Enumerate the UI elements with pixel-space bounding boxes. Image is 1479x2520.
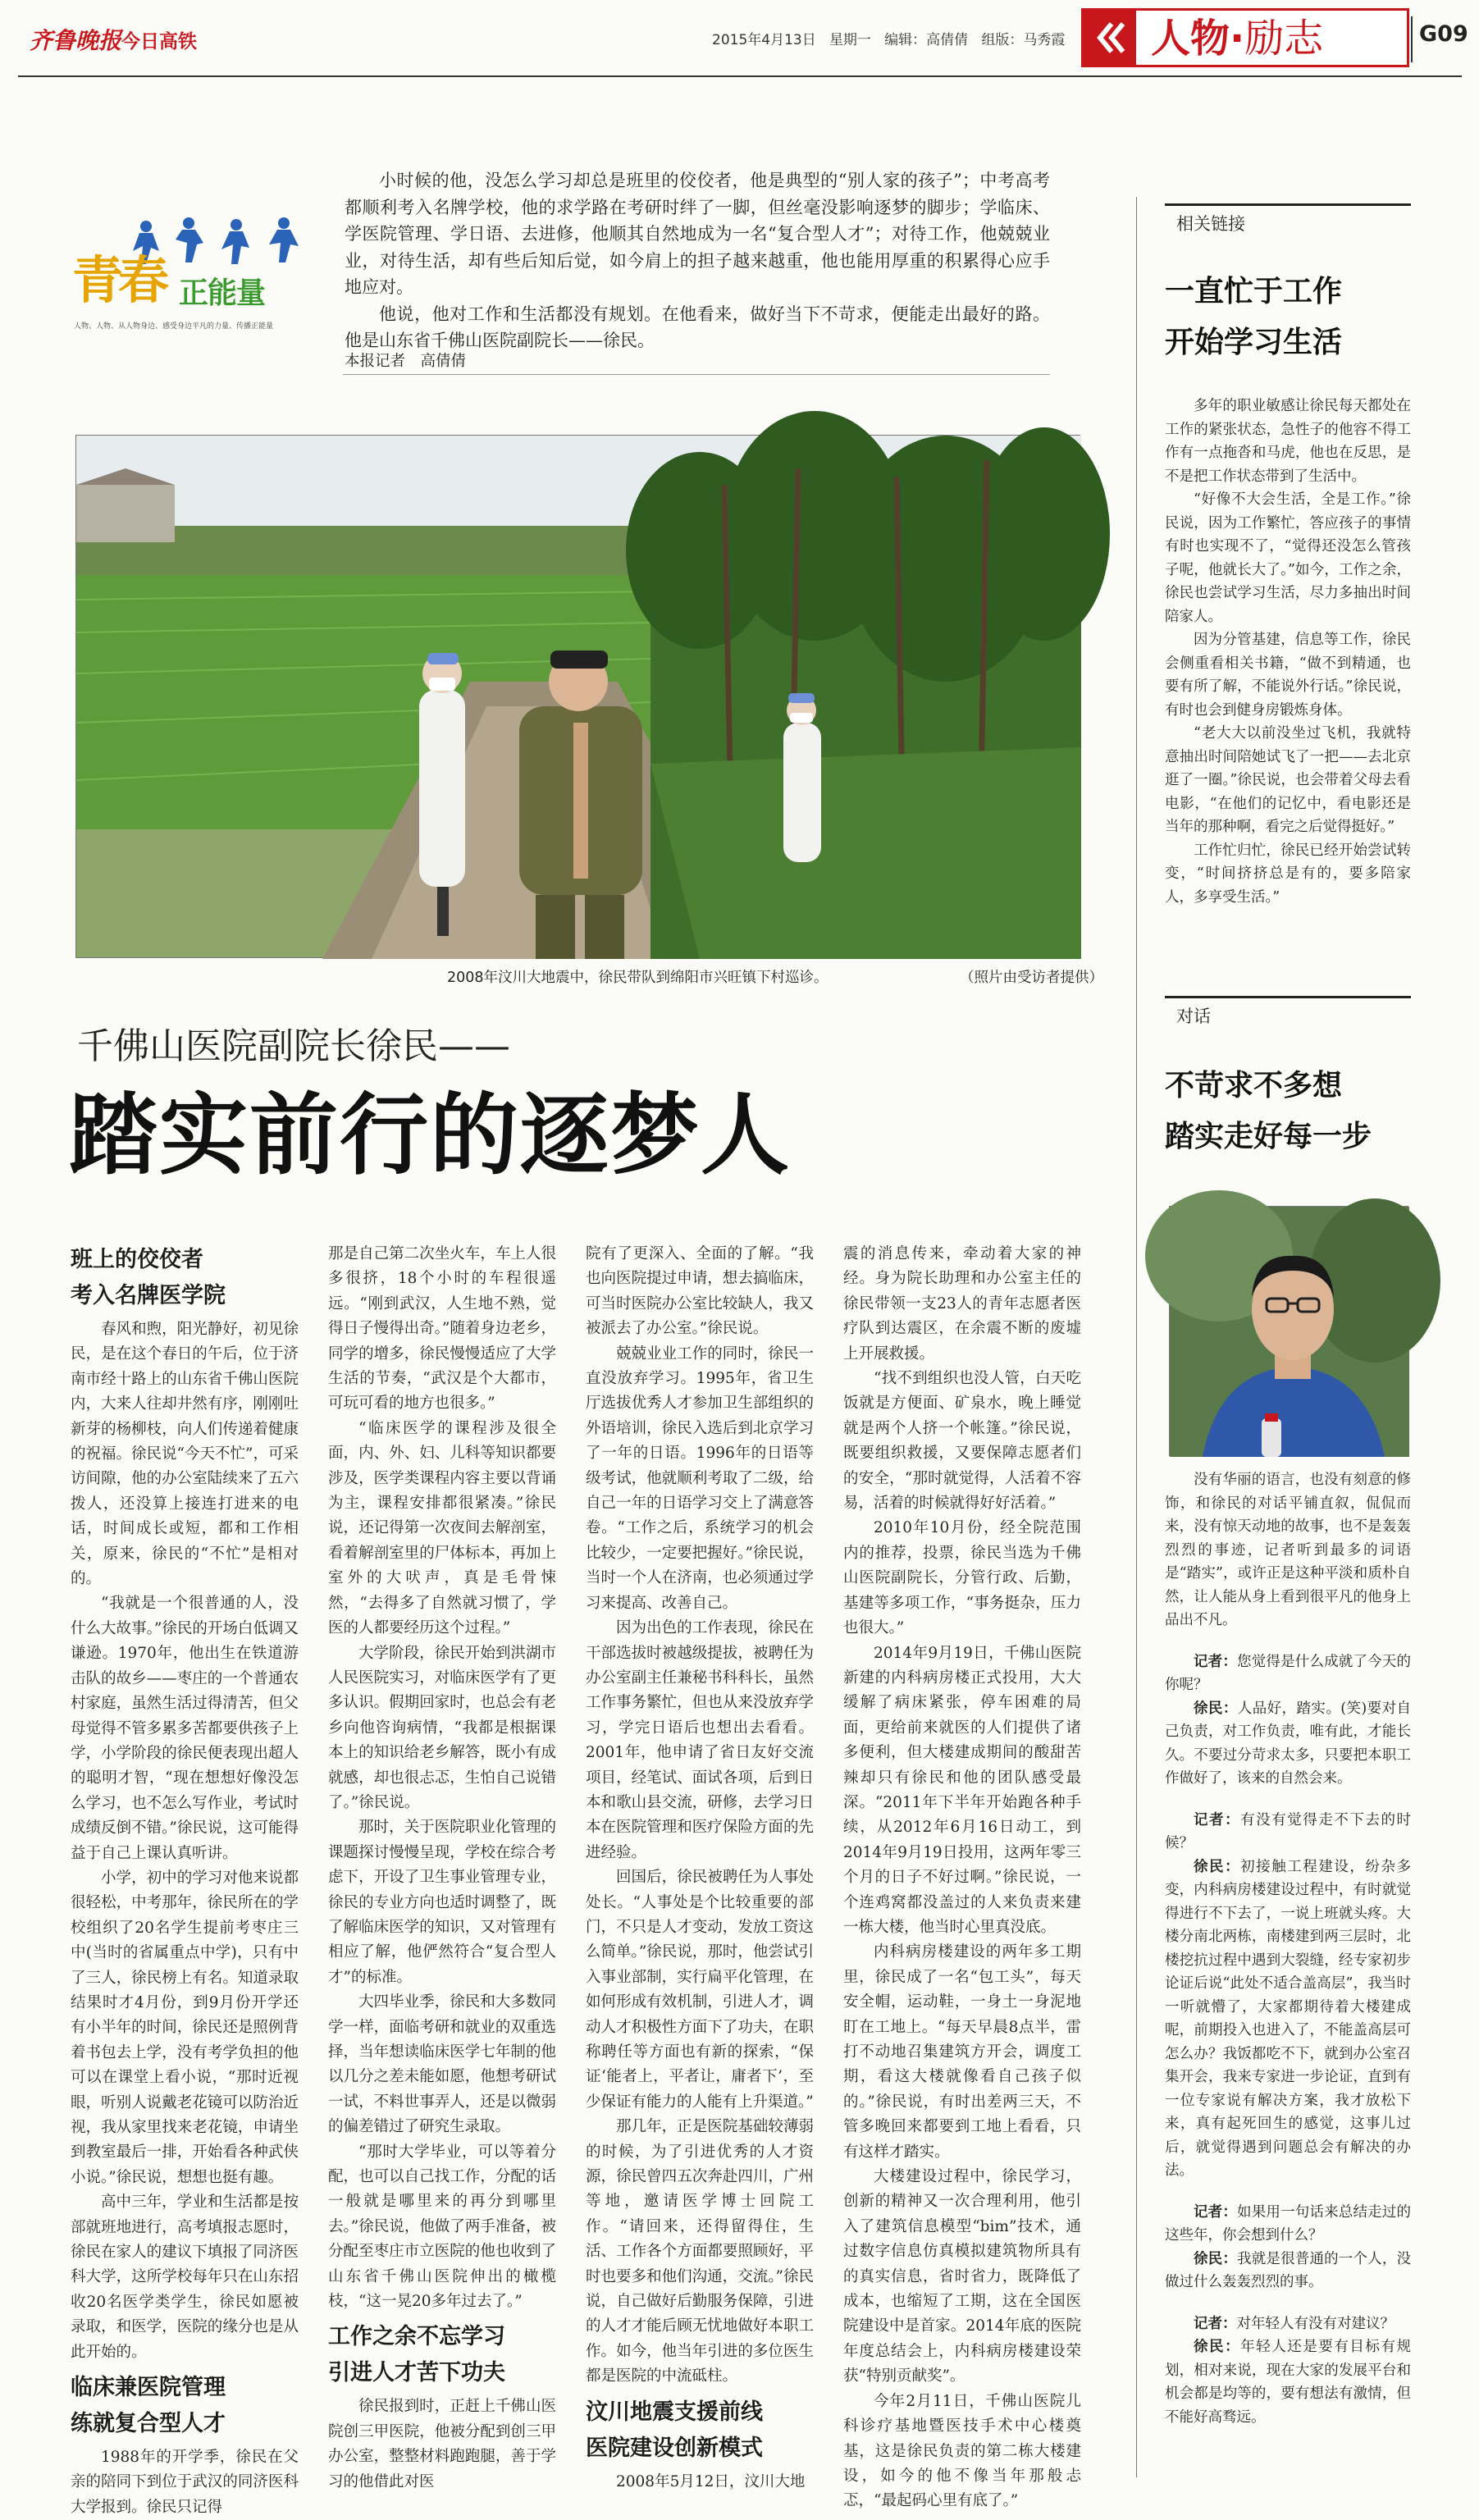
answer-text: 年轻人还是要有目标有规划，相对来说，现在大家的发展平台和机会都是均等的，要有想法有激情，但不能好高骛远。 xyxy=(1165,2339,1412,2426)
column-main: 人物 xyxy=(1151,16,1230,62)
paragraph: 内科病房楼建设的两年多工期里，徐民成了一名“包工头”，每天安全帽，运动鞋，一身土一身泥地盯在工地上。“每天早晨8点半，雷打不动地召集建筑方开会，调度工期，看这大楼就像看自己孩子似的。”徐民说，有时出差两三天，不管多晚回来都要到工地上看看，只有这样才踏实。 xyxy=(843,1943,1081,2161)
question xyxy=(1165,1809,1411,1856)
article-col-2 xyxy=(328,1242,556,2489)
masthead-divider xyxy=(1411,16,1413,62)
question-label: 记者： xyxy=(1194,2315,1237,2332)
answer-text: 我就是很普通的一个人，没做过什么轰轰烈烈的事。 xyxy=(1165,2250,1412,2290)
issue-weekday: 星期一 xyxy=(829,32,871,48)
paragraph: 大楼建设过程中，徐民学习，创新的精神又一次合理利用，他引入了建筑信息模型“bim”技术，通过数字信息仿真模拟建筑物所具有的真实信息，省时省力，既降低了成本，也缩短了工期，这在全国医院建设中是首家。2014年底的医院年度总结会上，内科病房楼建设荣获“特别贡献奖”。 xyxy=(843,2168,1081,2385)
sidebar-title-1-line1: 一直忙于工作 xyxy=(1165,275,1343,308)
headline-title: 踏实前行的逐梦人 xyxy=(69,1084,792,1187)
question-text: 有没有觉得走不下去的时候？ xyxy=(1165,1811,1412,1851)
youth-energy-logo xyxy=(72,215,335,346)
answer xyxy=(1165,1856,1411,2183)
column-title xyxy=(1151,16,1323,62)
paragraph: 2008年5月12日，汶川大地 xyxy=(616,2472,806,2490)
sidebar xyxy=(1165,203,1411,909)
sidebar-title-2-line2: 踏实走好每一步 xyxy=(1165,1120,1372,1153)
sidebar-tag-dialogue xyxy=(1165,996,1411,1028)
intro xyxy=(345,167,1050,354)
subhead: 班上的佼佼者 xyxy=(71,1247,203,1272)
paragraph: “老大大以前没坐过飞机，我就特意抽出时间陪她试飞了一把——去北京逛了一圈。”徐民说，也会带着父母去看电影，“在他们的记忆中，看电影还是当年的那种啊，看完之后觉得挺好。” xyxy=(1165,725,1411,835)
headline-kicker: 千佛山医院副院长徐民—— xyxy=(77,1025,510,1067)
paragraph: 院有了更深入、全面的了解。“我也向医院提过申请，想去搞临床，可当时医院办公室比较缺人，我又被派去了办公室。”徐民说。 xyxy=(586,1245,814,1338)
subhead: 工作之余不忘学习 xyxy=(328,2324,505,2350)
paragraph: 因为分管基建，信息等工作，徐民会侧重看相关书籍，“做不到精通，也要有所了解，不能说外行话。”徐民说，有时也会到健身房锻炼身体。 xyxy=(1165,632,1411,719)
answer-label: 徐民： xyxy=(1194,1700,1238,1717)
paragraph: “找不到组织也没人管，白天吃饭就是方便面、矿泉水，晚上睡觉就是两个人挤一个帐篷。”徐民说，既要组织救援，又要保障志愿者们的安全，“那时就觉得，人活着不容易，活着的时候就得好好活着。” xyxy=(843,1370,1081,1513)
intro-text: 小时候的他，没怎么学习却总是班里的佼佼者，他是典型的“别人家的孩子”；中考高考都顺利考入名牌学校，他的求学路在考研时绊了一脚，但丝毫没影响逐梦的脚步；学临床、学医院管理、学日语、去进修，他顺其自然地成为一名“复合型人才”；对待工作，他兢兢业业，对待生活，却有些后知后觉，如今肩上的担子越来越重，他也能用厚重的积累得心应手地应对。 xyxy=(345,171,1050,297)
sidebar-title-1-line2: 开始学习生活 xyxy=(1165,326,1343,359)
answer-label: 徐民： xyxy=(1194,2339,1241,2355)
news-photo xyxy=(75,435,1080,958)
article-col-3 xyxy=(586,1242,814,2489)
sidebar-dialogue xyxy=(1165,996,1411,1162)
issue-designer: 组版：马秀霞 xyxy=(981,32,1066,48)
paragraph: 震的消息传来，牵动着大家的神经。身为院长助理和办公室主任的徐民带领一支23人的青年志愿者医疗队到达震区，在余震不断的废墟上开展救援。 xyxy=(843,1245,1081,1363)
answer xyxy=(1165,2248,1411,2294)
portrait-photo xyxy=(1169,1206,1408,1456)
paragraph: 高中三年，学业和生活都是按部就班地进行，高考填报志愿时，徐民在家人的建议下填报了同济医科大学，这所学校每年只在山东招收20名医学类学生，徐民如愿被录取，和医学，医院的缘分也是从此开始的。 xyxy=(71,2194,299,2361)
paragraph: 2010年10月份，经全院范围内的推荐，投票，徐民当选为千佛山医院副院长，分管行政、后勤，基建等多项工作，“事务挺杂，压力也很大。” xyxy=(843,1519,1081,1637)
subhead: 汶川地震支援前线 xyxy=(586,2399,763,2425)
reporter-byline: 本报记者 高倩倩 xyxy=(345,353,467,370)
subhead: 考入名牌医学院 xyxy=(71,1283,226,1308)
dialogue-text xyxy=(1165,1468,1411,2486)
issue-info xyxy=(712,28,1065,48)
sidebar-tag-links xyxy=(1165,203,1411,235)
issue-editor: 编辑：高倩倩 xyxy=(884,32,969,48)
paragraph: 那是自己第二次坐火车，车上人很多很挤，18个小时的车程很遥远。“刚到武汉，人生地不熟，觉得日子慢得出奇。”随着身边老乡，同学的增多，徐民慢慢适应了大学生活的节奏，“武汉是个大都市，可玩可看的地方也很多。” xyxy=(328,1245,556,1413)
paragraph: 因为出色的工作表现，徐民在干部选拔时被越级提拔，被聘任为办公室副主任兼秘书科科长，虽然工作事务繁忙，但也从来没放弃学习，学完日语后也想出去看看。2001年，他申请了省日友好交流项目，经笔试、面试各项，后到日本和歌山县交流，研修，去学习日本在医院管理和医疗保险方面的先进经验。 xyxy=(586,1619,814,1861)
sidebar-tag-text: 对话 xyxy=(1176,1007,1211,1026)
answer xyxy=(1165,2335,1411,2429)
logo-tagline: 人物、人物、从人物身边、感受身边平凡的力量、传播正能量 xyxy=(74,322,274,331)
article-col-4 xyxy=(843,1242,1081,2510)
answer-label: 徐民： xyxy=(1194,1858,1241,1875)
question xyxy=(1165,2201,1411,2248)
paragraph: 1988年的开学季，徐民在父亲的陪同下到位于武汉的同济医科大学报到。徐民只记得 xyxy=(71,2449,299,2516)
subhead: 医院建设创新模式 xyxy=(586,2435,763,2461)
paragraph: 小学，初中的学习对他来说都很轻松，中考那年，徐民所在的学校组织了20名学生提前考枣庄三中(当时的省属重点中学)，只有中了三人，徐民榜上有名。知道录取结果时才4月份，到9月份开学还有小半年的时间，徐民还是照例背着书包去上学，没有考学负担的他可以在课堂上看小说，“那时近视眼，听别人说戴老花镜可以防治近视，我从家里找来老花镜，申请坐到教室最后一排，开始看各种武侠小说。”徐民说，想想也挺有趣。 xyxy=(71,1869,299,2186)
intro-text-2: 他说，他对工作和生活都没有规划。在他看来，做好当下不苛求，便能走出最好的路。他是山东省千佛山医院副院长——徐民。 xyxy=(345,304,1050,350)
sidebar-title-2 xyxy=(1165,1061,1411,1162)
paragraph: 今年2月11日，千佛山医院儿科诊疗基地暨医技手术中心楼奠基，这是徐民负责的第二栋大楼建设，如今的他不像当年那般忐忑，“最起码心里有底了。” xyxy=(843,2392,1081,2510)
subhead: 引进人才苦下功夫 xyxy=(328,2360,505,2386)
chevron-left-icon xyxy=(1084,11,1136,65)
question-text: 对年轻人有没有对建议？ xyxy=(1236,2315,1395,2332)
masthead-rule xyxy=(18,75,1462,77)
photo-caption: 2008年汶川大地震中，徐民带队到绵阳市兴旺镇下村巡诊。 xyxy=(447,970,829,986)
sidebar-title-2-line1: 不苛求不多想 xyxy=(1165,1069,1343,1102)
column-banner xyxy=(1081,8,1409,67)
answer-text: 人品好，踏实。(笑)要对自己负责，对工作负责，唯有此，才能长久。不要过分苛求太多，只要把本职工作做好了，该来的自然会来。 xyxy=(1165,1700,1412,1787)
subhead: 练就复合型人才 xyxy=(71,2411,226,2437)
question-text: 您觉得是什么成就了今天的你呢？ xyxy=(1165,1653,1412,1693)
question-label: 记者： xyxy=(1194,1653,1238,1670)
paragraph: 工作忙归忙，徐民已经开始尝试转变，“时间挤挤总是有的，要多陪家人，多享受生活。” xyxy=(1165,842,1411,906)
paragraph: “我就是一个很普通的人，没什么大故事。”徐民的开场白低调又谦逊。1970年，他出生在铁道游击队的故乡——枣庄的一个普通农村家庭，虽然生活过得清苦，但父母觉得不管多累多苦都要供孩子上学，小学阶段的徐民便表现出超人的聪明才智，“现在想想好像没怎么学习，也不怎么写作业，考试时成绩反倒不错。”徐民说，这可能得益于自己上课认真听讲。 xyxy=(71,1595,299,1862)
paragraph: 兢兢业业工作的同时，徐民一直没放弃学习。1995年，省卫生厅选拔优秀人才参加卫生部组织的外语培训，徐民入选后到北京学习了一年的日语。1996年的日语等级考试，他就顺利考取了二级，给自己一年的日语学习交上了满意答卷。“工作之后，系统学习的机会比较少，一定要把握好。”徐民说，当时一个人在济南，也必须通过学习来提高、改善自己。 xyxy=(586,1344,814,1612)
earthquake-patrol-photo xyxy=(76,436,1081,959)
paragraph: “临床医学的课程涉及很全面，内、外、妇、儿科等知识都要涉及，医学类课程内容主要以背诵为主，课程安排都很紧凑。”徐民说，还记得第一次夜间去解剖室，看着解剖室里的尸体标本，再加上室外的大吠声，真是毛骨悚然，“去得多了自然就习惯了，学医的人都要经历这个过程。” xyxy=(328,1419,556,1637)
intro-rule xyxy=(343,374,1050,375)
paragraph: 多年的职业敏感让徐民每天都处在工作的紧张状态，急性子的他容不得工作有一点拖沓和马虎，他也在反思，是不是把工作状态带到了生活中。 xyxy=(1165,398,1411,485)
logo-big-chars: 青春 xyxy=(72,250,165,310)
question-label: 记者： xyxy=(1194,1811,1241,1828)
paragraph: 那几年，正是医院基础较薄弱的时候，为了引进优秀的人才资源，徐民曾四五次奔赴四川，广州等地，邀请医学博士回院工作。“请回来，还得留得住，生活、工作各个方面都要照顾好，平时也要多和他们沟通，交流。”徐民说，自己做好后勤服务保障，引进的人才才能后顾无忧地做好本职工作。如今，他当年引进的多位医生都是医院的中流砥柱。 xyxy=(586,2118,814,2385)
dialogue-intro: 没有华丽的语言，也没有刻意的修饰，和徐民的对话平铺直叙，侃侃而来，没有惊天动地的故事，也不是轰轰烈烈的事迹，记者听到最多的词语是“踏实”，或许正是这种平淡和质朴自然，让人能从身上看到很平凡的他身上品出不凡。 xyxy=(1165,1472,1411,1628)
issue-date: 2015年4月13日 xyxy=(712,32,816,48)
page-number: G09 xyxy=(1419,21,1468,47)
paragraph: “好像不大会生活，全是工作。”徐民说，因为工作繁忙，答应孩子的事情有时也实现不了，“觉得还没怎么管孩子呢，他就长大了。”如今，工作之余，徐民也尝试学习生活，尽力多抽出时间陪家人。 xyxy=(1165,491,1411,625)
portrait-xumin xyxy=(1170,1207,1409,1457)
answer-label: 徐民： xyxy=(1194,2250,1238,2267)
paragraph: 春风和煦，阳光静好，初见徐民，是在这个春日的午后，位于济南市经十路上的山东省千佛山医院内，大来人往却井然有序，刚刚吐新芽的杨柳枝，向人们传递着健康的祝福。徐民说“今天不忙”，可采访间隙，他的办公室陆续来了五六拨人，还没算上接连打进来的电话，时间成长或短，都和工作相关，原来，徐民的“不忙”是相对的。 xyxy=(71,1321,299,1588)
paragraph: “那时大学毕业，可以等着分配，也可以自己找工作，分配的话一般就是哪里来的再分到哪里去。”徐民说，他做了两手准备，被分配至枣庄市立医院的他也收到了山东省千佛山医院伸出的橄榄枝，“这一晃20多年过去了。” xyxy=(328,2143,556,2311)
paragraph: 那时，关于医院职业化管理的课题探讨慢慢呈现，学校在综合考虑下，开设了卫生事业管理专业，徐民的专业方向也适时调整了，既了解临床医学的知识，又对管理有相应了解，他俨然符合“复合型人才”的标准。 xyxy=(328,1819,556,1986)
sidebar-tag-text: 相关链接 xyxy=(1176,214,1245,234)
question-label: 记者： xyxy=(1194,2203,1238,2221)
column-dot: · xyxy=(1230,16,1245,62)
paragraph: 大学阶段，徐民开始到洪湖市人民医院实习，对临床医学有了更多认识。假期回家时，也总会有老乡向他咨询病情，“我都是根据课本上的知识给老乡解答，既小有成就感，却也很忐忑，生怕自己说错了。”徐民说。 xyxy=(328,1644,556,1811)
section-name: 今日高铁 xyxy=(121,31,197,52)
answer xyxy=(1165,1697,1411,1791)
column-sub: 励志 xyxy=(1244,16,1324,62)
sidebar-title-1 xyxy=(1165,267,1411,368)
answer-text: 初接触工程建设，纷杂多变，内科病房楼建设过程中，有时就觉得进行不下去了，一说上班就头疼。大楼分南北两栋，南楼建到两三层时，北楼挖抗过程中遇到大裂缝，经专家初步论证后说“此处不适合盖高层”，我当时一听就懵了，大家都期待着大楼建成呢，前期投入也进入了，不能盖高层可怎么办？我饭都吃不下，就到办公室召集开会，我来专家进一步论证，直到有一位专家说有解决方案，我才放松下来，真有起死回生的感觉，这事儿过后，就觉得遇到问题总会有解决的办法。 xyxy=(1165,1858,1412,2179)
sidebar-article-1 xyxy=(1165,395,1411,909)
question xyxy=(1165,2312,1411,2336)
sidebar-divider xyxy=(1136,197,1137,2477)
paper-logo: 齐鲁晚报 xyxy=(30,27,122,54)
article-col-1 xyxy=(71,1242,299,2516)
question-text: 如果用一句话来总结走过的这些年，你会想到什么？ xyxy=(1165,2203,1412,2244)
paragraph: 大四毕业季，徐民和大多数同学一样，面临考研和就业的双重选择，当年想读临床医学七年制的他以几分之差未能如愿，他想考研试一试，不料世事弄人，还是以微弱的偏差错过了研究生录取。 xyxy=(328,1993,556,2136)
question xyxy=(1165,1650,1411,1697)
paragraph: 2014年9月19日，千佛山医院新建的内科病房楼正式投用，大大缓解了病床紧张，停车困难的局面，更给前来就医的人们提供了诸多便利，但大楼建成期间的酸甜苦辣却只有徐民和他的团队感受最深。“2011年下半年开始跑各种手续，从2012年6月16日动工，到2014年9月19日投用，这两年零三个月的日子不好过啊。”徐民说，一个连鸡窝都没盖过的人来负责来建一栋大楼，他当时心里真没底。 xyxy=(843,1644,1081,1936)
logo-tag: 正能量 xyxy=(179,276,266,310)
subhead: 临床兼医院管理 xyxy=(71,2375,226,2401)
photo-credit: （照片由受访者提供） xyxy=(960,970,1103,986)
paragraph: 徐民报到时，正赶上千佛山医院创三甲医院，他被分配到创三甲办公室，整整材料跑跑腿，善于学习的他借此对医 xyxy=(328,2398,556,2490)
paragraph: 回国后，徐民被聘任为人事处处长。“人事处是个比较重要的部门，不只是人才变动，发放工资这么简单。”徐民说，那时，他尝试引入事业部制，实行扁平化管理，在如何形成有效机制，引进人才，调动人才积极性方面下了功夫，在职称聘任等方面也有新的探索，“保证‘能者上，平者让，庸者下’，至少保证有能力的人能有上升渠道。” xyxy=(586,1869,814,2111)
